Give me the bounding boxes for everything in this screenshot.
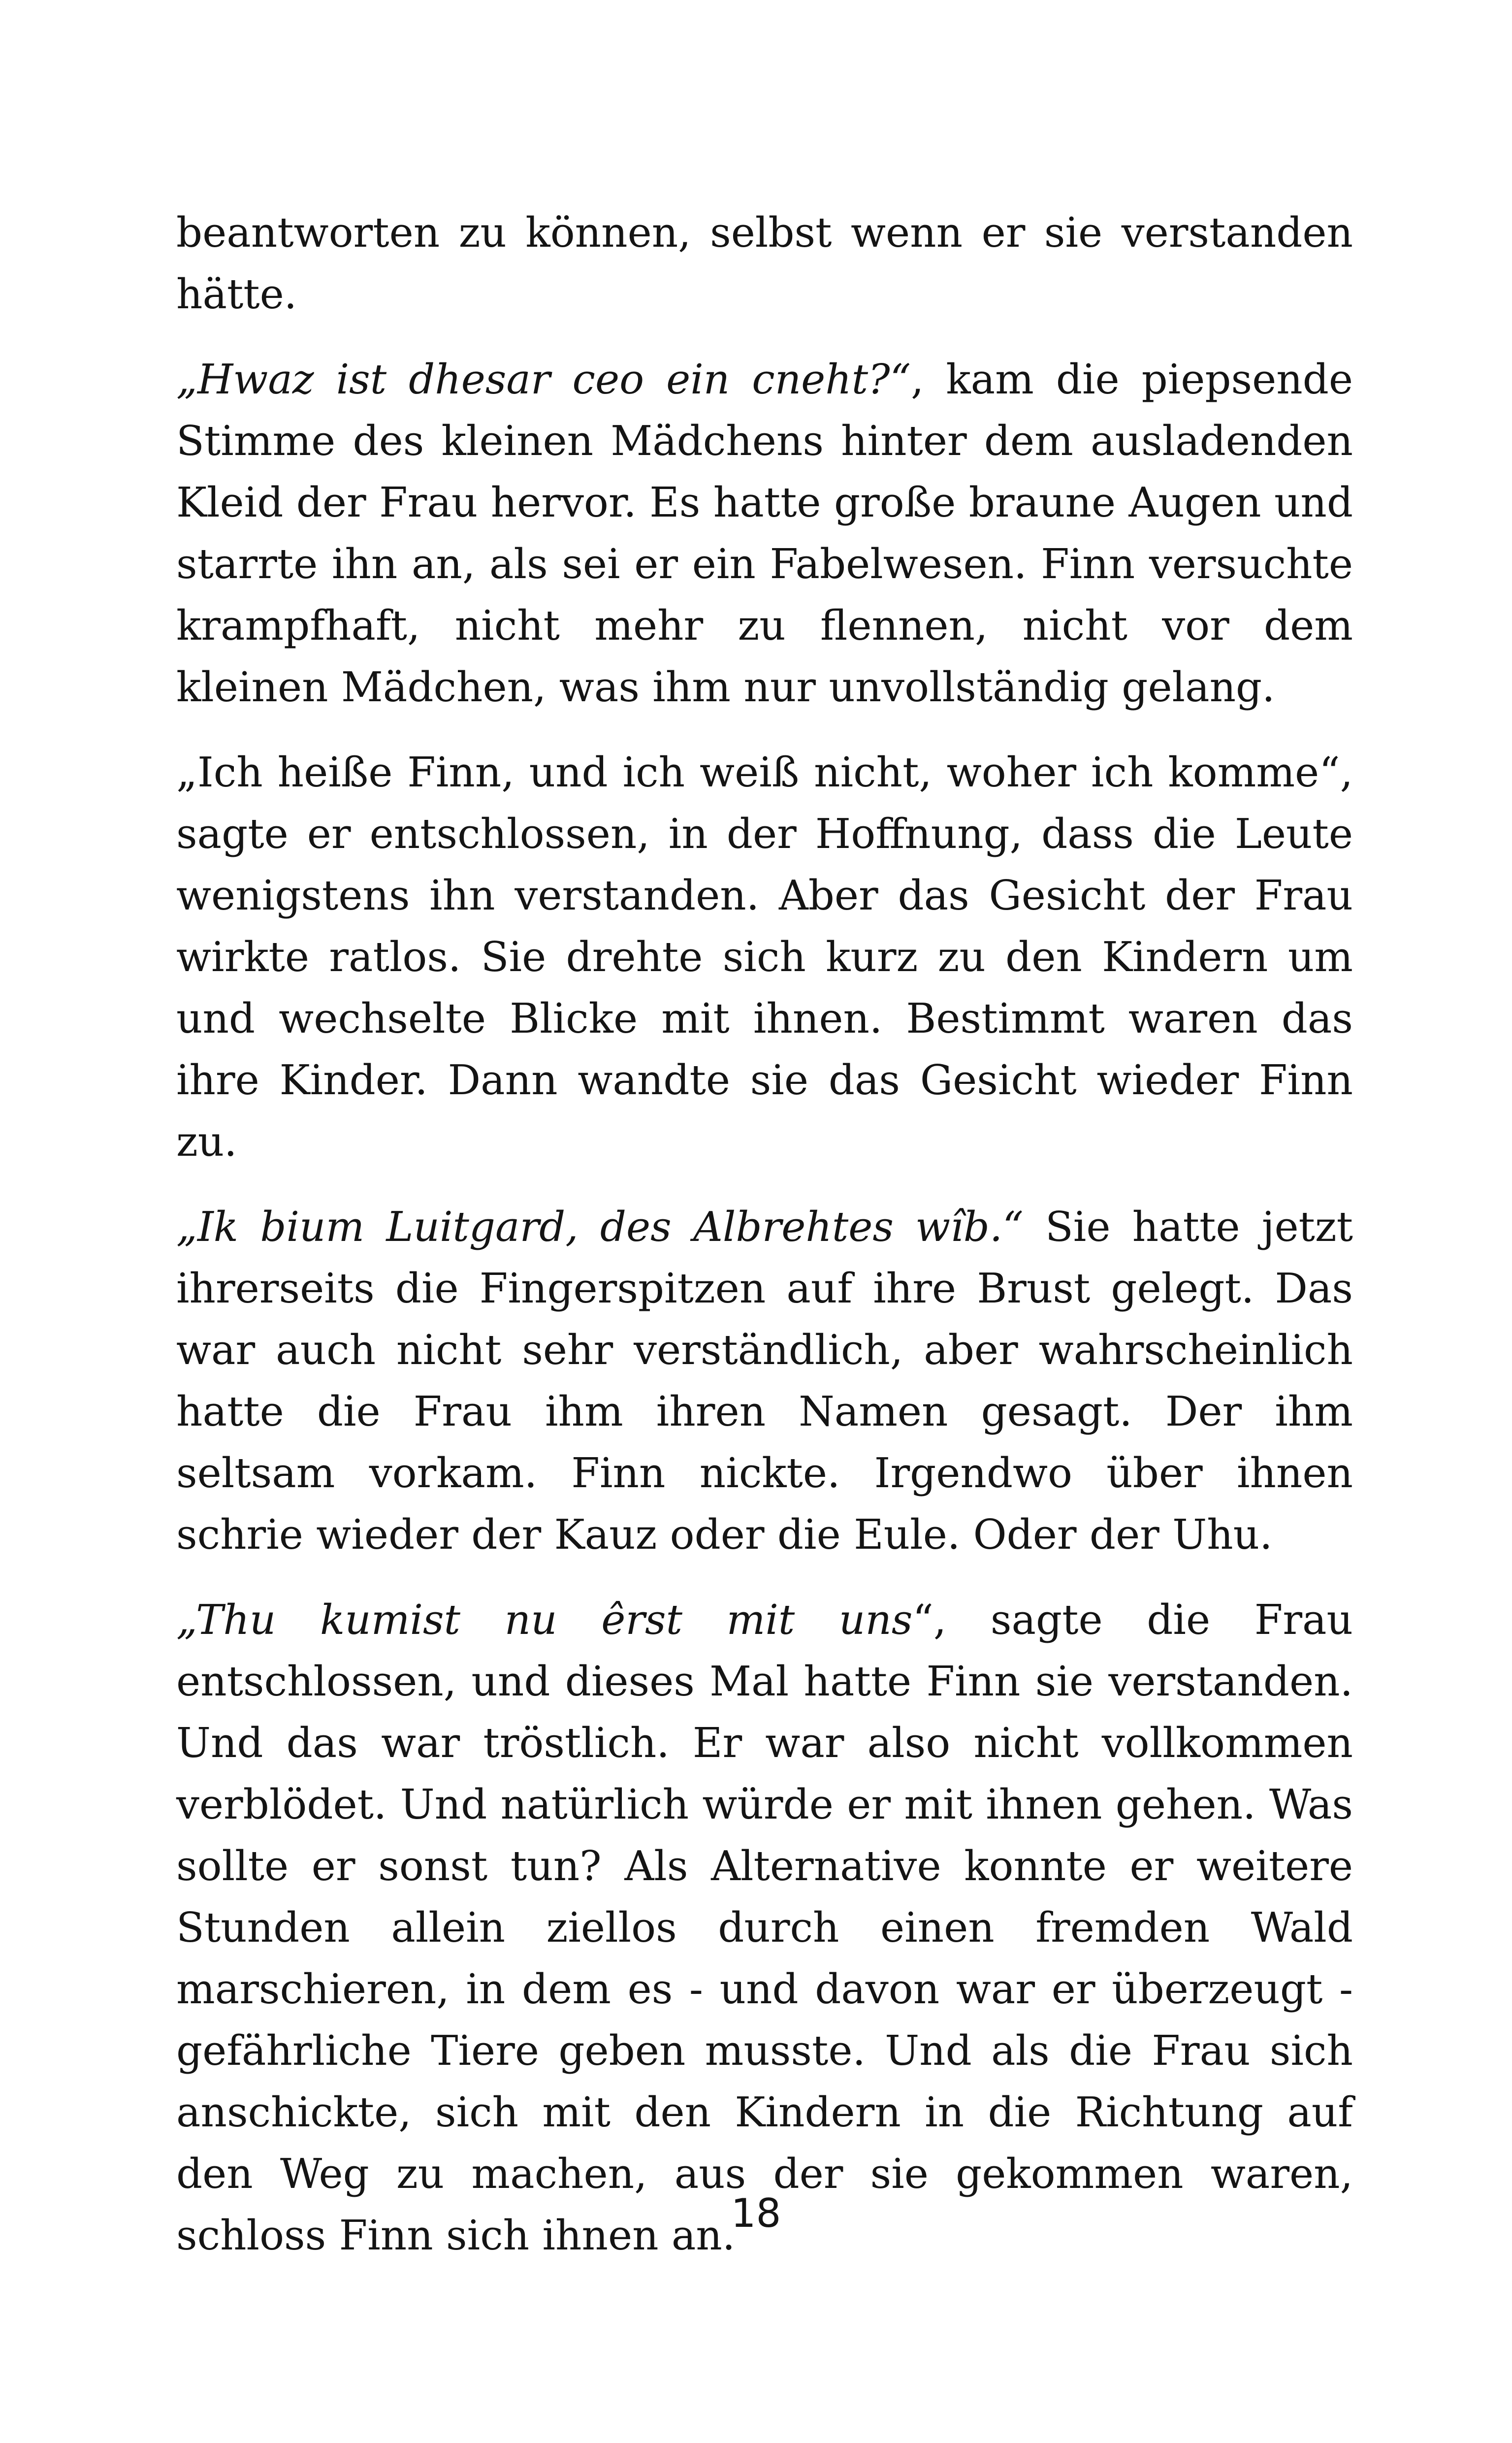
text-run: „Ich heiße Finn, und ich weiß nicht, woher ich komme“, sagte er entschlossen, in der Hoffnung, dass die Leute wenigstens ihn verstanden. Aber das Gesicht der Frau wirkte ratlos. Sie drehte sich kurz zu den Kindern um und wechselte Blicke mit ihnen. Bestimmt waren das ihre Kinder. Dann wandte sie das Gesicht wieder Finn zu.: [176, 749, 1353, 1166]
italic-speech: „Thu kumist nu êrst mit uns: [176, 1596, 913, 1644]
paragraph-3: [176, 742, 1353, 1173]
paragraph-4: [176, 1196, 1353, 1565]
paragraph-1: [176, 202, 1353, 325]
paragraph-2: [176, 349, 1353, 718]
italic-speech: „Ik bium Luitgard, des Albrehtes wîb.“: [176, 1203, 1024, 1251]
text-run: “, sagte die Frau entschlossen, und dieses Mal hatte Finn sie verstanden. Und das war tröstlich. Er war also nicht vollkommen verblödet. Und natürlich würde er mit ihnen gehen. Was sollte er sonst tun? Als Alternative konnte er weitere Stunden allein ziellos durch einen fremden Wald marschieren, in dem es - und davon war er überzeugt - gefährliche Tiere geben musste. Und als die Frau sich anschickte, sich mit den Kindern in die Richtung auf den Weg zu machen, aus der sie gekommen waren, schloss Finn sich ihnen an.: [176, 1596, 1353, 2259]
italic-speech: „Hwaz ist dhesar ceo ein cneht?“: [176, 356, 911, 403]
body-text: [176, 202, 1353, 2290]
text-run: , kam die piepsende Stimme des kleinen Mädchens hinter dem ausladenden Kleid der Frau hervor. Es hatte große braune Augen und starrte ihn an, als sei er ein Fabelwesen. Finn versuchte krampfhaft, nicht mehr zu flennen, nicht vor dem kleinen Mädchen, was ihm nur unvollständig gelang.: [176, 356, 1353, 711]
text-run: Sie hatte jetzt ihrerseits die Fingerspitzen auf ihre Brust gelegt. Das war auch nicht sehr verständlich, aber wahrscheinlich hatte die Frau ihm ihren Namen gesagt. Der ihm seltsam vorkam. Finn nickte. Irgendwo über ihnen schrie wieder der Kauz oder die Eule. Oder der Uhu.: [176, 1203, 1353, 1559]
text-run: beantworten zu können, selbst wenn er sie verstanden hätte.: [176, 209, 1353, 318]
paragraph-5: [176, 1589, 1353, 2266]
page-number: 18: [731, 2190, 781, 2236]
